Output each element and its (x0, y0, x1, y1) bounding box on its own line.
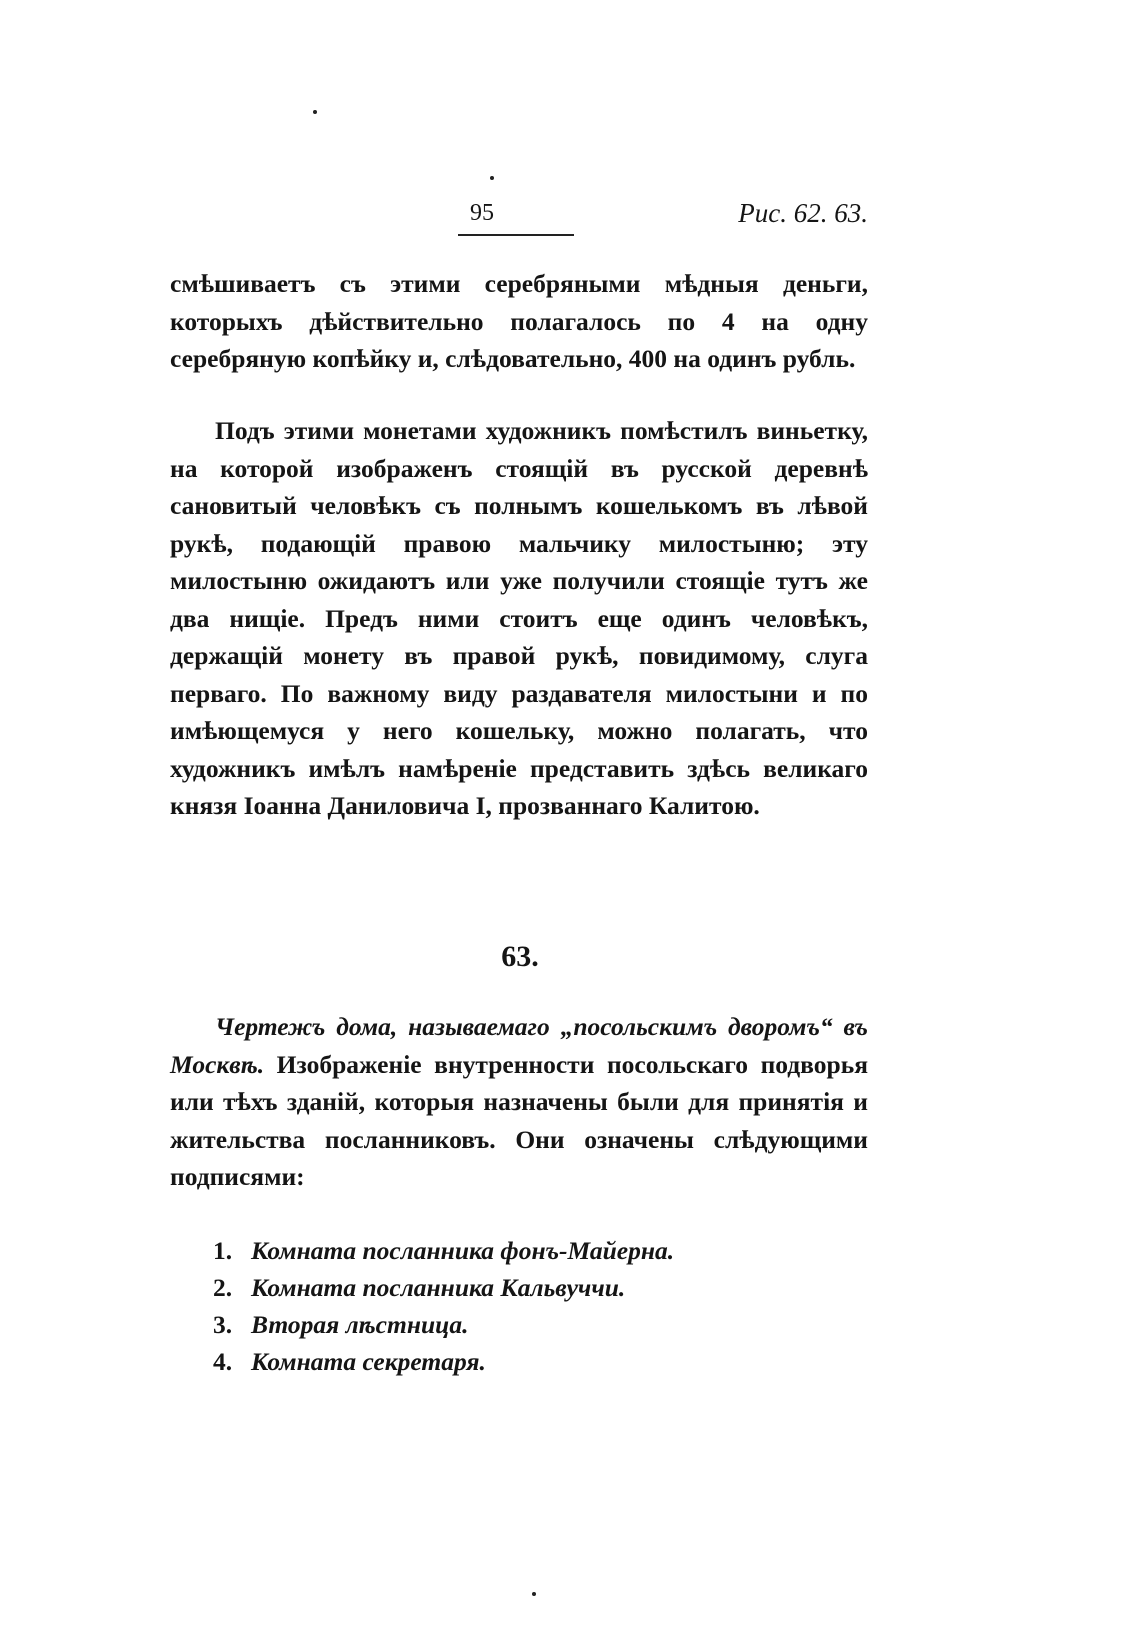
legend-text: Комната посланника фонъ-Майерна. (251, 1236, 675, 1265)
page-header (170, 198, 868, 248)
legend-item (213, 1269, 853, 1306)
figure-reference: Рис. 62. 63. (738, 198, 868, 228)
legend-number: 4. (213, 1347, 233, 1376)
page-number: 95 (470, 200, 494, 226)
legend-text: Вторая лѣстница. (251, 1310, 469, 1339)
legend-number: 1. (213, 1236, 233, 1265)
legend-number: 2. (213, 1273, 233, 1302)
scan-speck (532, 1592, 536, 1596)
legend-text: Комната секретаря. (251, 1347, 486, 1376)
section-paragraph (170, 1008, 868, 1196)
legend-item (213, 1306, 853, 1343)
scan-speck (490, 176, 494, 180)
section-description (170, 1008, 868, 1196)
paragraph-continued (170, 265, 868, 378)
legend-item (213, 1343, 853, 1380)
legend-text: Комната посланника Кальвуччи. (251, 1273, 626, 1302)
section-title: Чертежъ дома, называемаго „посольскимъ дворомъ“ въ Москвѣ. (170, 1012, 868, 1079)
scan-speck (313, 110, 317, 114)
section-number: 63. (501, 940, 539, 973)
paragraph-vignette (170, 412, 868, 825)
section-text: Изображеніе внутренности посольскаго подворья или тѣхъ зданій, которыя назначены были для принятія и жительства посланниковъ. Они означены слѣдующими подписями: (170, 1049, 868, 1191)
legend-number: 3. (213, 1310, 233, 1339)
paragraph-text: Подъ этими монетами художникъ помѣстилъ виньетку, на которой изображенъ стоящій въ русской деревнѣ сановитый человѣкъ съ полнымъ кошелькомъ въ лѣвой рукѣ, подающій правою мальчику милостыню; эту милостыню ожидаютъ или уже получили стоящіе тутъ же два нищіе. Предъ ними стоитъ еще одинъ человѣкъ, держащій монету въ правой рукѣ, повидимому, слуга перваго. По важному виду раздавателя милостыни и по имѣющемуся у него кошельку, можно полагать, что художникъ имѣлъ намѣреніе представить здѣсь великаго князя Іоанна Даниловича I, прозваннаго Калитою. (170, 416, 868, 820)
page-number-rule (458, 234, 574, 236)
paragraph-text: смѣшиваетъ съ этими серебряными мѣдныя деньги, которыхъ дѣйствительно полагалось по 4 на одну серебряную копѣйку и, слѣдовательно, 400 на одинъ рубль. (170, 269, 868, 373)
legend-item (213, 1232, 853, 1269)
legend-list (213, 1232, 853, 1380)
